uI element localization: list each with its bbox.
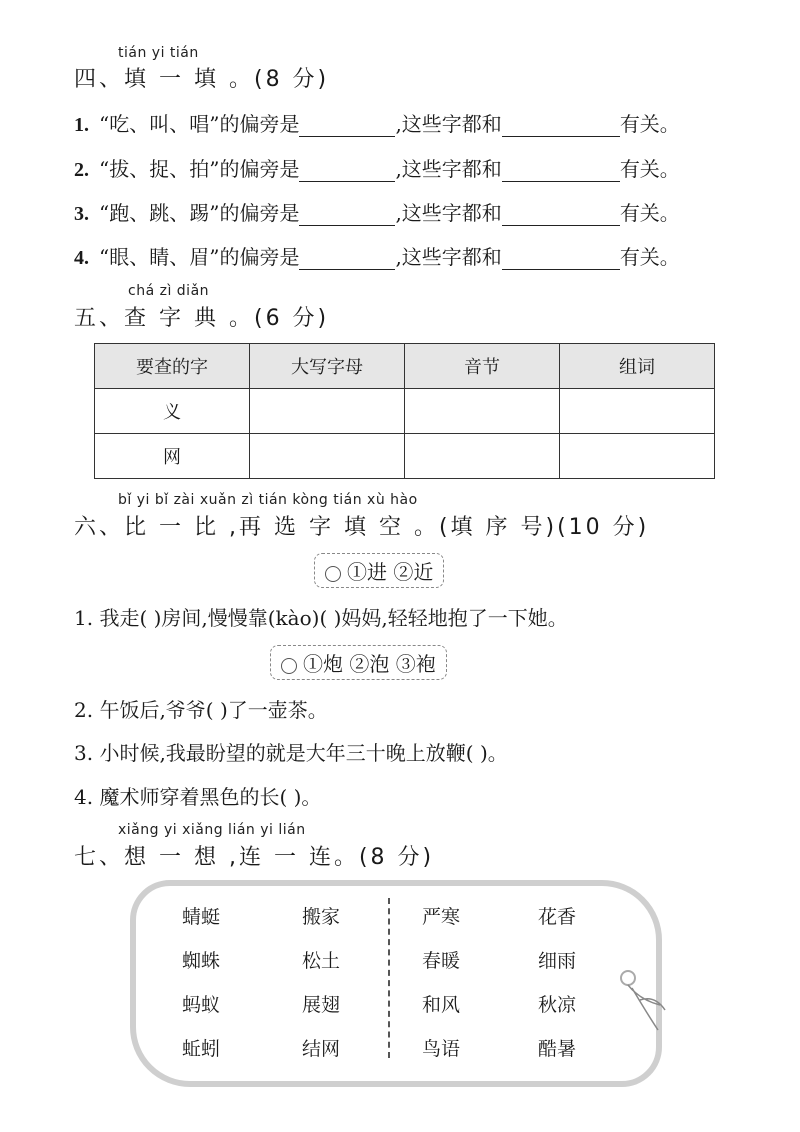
lightbulb-icon <box>281 658 297 674</box>
match-word[interactable]: 严寒 <box>422 906 461 928</box>
answer-cell[interactable] <box>250 389 405 434</box>
dictionary-table <box>94 343 715 479</box>
options-text: ①炮 ②泡 ③袍 <box>303 652 436 676</box>
match-word[interactable]: 松土 <box>302 950 341 972</box>
match-word[interactable]: 鸟语 <box>422 1038 461 1060</box>
answer-blank[interactable] <box>299 247 395 270</box>
section6-pinyin: bǐ yi bǐ zài xuǎn zì tián kòng tián xù hào <box>118 492 418 508</box>
answer-cell[interactable] <box>560 434 715 479</box>
item-suffix: 有关。 <box>619 157 680 181</box>
match-word[interactable]: 蜘蛛 <box>182 950 221 972</box>
section6-title: 六、比 一 比 ,再 选 字 填 空 。(填 序 号)(10 分) <box>74 515 650 540</box>
answer-blank[interactable] <box>502 114 620 137</box>
matching-card <box>130 880 670 1080</box>
question-1: 1. 我走( )房间,慢慢靠(kào)( )妈妈,轻轻地抱了一下她。 <box>74 606 568 630</box>
match-word[interactable]: 秋凉 <box>538 994 577 1016</box>
item-middle: ,这些字都和 <box>395 245 502 269</box>
tag-string-icon <box>610 960 670 1040</box>
match-word[interactable]: 蚂蚁 <box>182 994 221 1016</box>
section4-pinyin: tián yi tián <box>118 45 199 61</box>
item-prefix: “拔、捉、拍”的偏旁是 <box>99 157 300 181</box>
fill-item-2 <box>74 153 680 182</box>
table-row <box>95 389 715 434</box>
match-word[interactable]: 搬家 <box>302 906 341 928</box>
match-word[interactable]: 花香 <box>538 906 577 928</box>
dashed-divider <box>388 898 390 1058</box>
item-middle: ,这些字都和 <box>395 201 502 225</box>
options-box-2 <box>270 645 447 680</box>
item-suffix: 有关。 <box>619 201 680 225</box>
options-box-1 <box>314 553 444 588</box>
section4-title: 四、填 一 填 。(8 分) <box>74 67 330 92</box>
match-word[interactable]: 结网 <box>302 1038 341 1060</box>
item-number: 1. <box>74 114 89 136</box>
answer-cell[interactable] <box>250 434 405 479</box>
table-header-cell: 大写字母 <box>250 344 405 389</box>
answer-blank[interactable] <box>502 159 620 182</box>
item-number: 3. <box>74 203 89 225</box>
question-2: 2. 午饭后,爷爷( )了一壶茶。 <box>74 698 328 722</box>
item-number: 4. <box>74 247 89 269</box>
answer-blank[interactable] <box>502 247 620 270</box>
item-middle: ,这些字都和 <box>395 112 502 136</box>
item-middle: ,这些字都和 <box>395 157 502 181</box>
table-header-cell: 音节 <box>405 344 560 389</box>
lightbulb-icon <box>325 566 341 582</box>
section5-pinyin: chá zì diǎn <box>128 283 210 299</box>
item-suffix: 有关。 <box>619 245 680 269</box>
match-word[interactable]: 蜻蜓 <box>182 906 221 928</box>
item-prefix: “眼、睛、眉”的偏旁是 <box>99 245 300 269</box>
match-word[interactable]: 和风 <box>422 994 461 1016</box>
section7-title: 七、想 一 想 ,连 一 连。(8 分) <box>74 845 435 870</box>
answer-blank[interactable] <box>299 159 395 182</box>
table-row <box>95 434 715 479</box>
lookup-character: 义 <box>95 389 250 434</box>
section5-title: 五、查 字 典 。(6 分) <box>74 306 330 331</box>
table-header-row <box>95 344 715 389</box>
table-header-cell: 组词 <box>560 344 715 389</box>
table-header-cell: 要查的字 <box>95 344 250 389</box>
fill-item-1 <box>74 108 680 137</box>
match-word[interactable]: 酷暑 <box>538 1038 577 1060</box>
section7-pinyin: xiǎng yi xiǎng lián yi lián <box>118 822 306 838</box>
question-4: 4. 魔术师穿着黑色的长( )。 <box>74 785 322 809</box>
fill-item-4 <box>74 241 680 270</box>
answer-blank[interactable] <box>502 203 620 226</box>
fill-item-3 <box>74 197 680 226</box>
match-word[interactable]: 细雨 <box>538 950 577 972</box>
item-suffix: 有关。 <box>619 112 680 136</box>
answer-cell[interactable] <box>405 389 560 434</box>
match-word[interactable]: 春暖 <box>422 950 461 972</box>
item-prefix: “吃、叫、唱”的偏旁是 <box>99 112 300 136</box>
answer-cell[interactable] <box>405 434 560 479</box>
options-text: ①进 ②近 <box>347 560 434 584</box>
match-word[interactable]: 展翅 <box>302 994 341 1016</box>
answer-cell[interactable] <box>560 389 715 434</box>
answer-blank[interactable] <box>299 114 395 137</box>
item-number: 2. <box>74 159 89 181</box>
lookup-character: 网 <box>95 434 250 479</box>
answer-blank[interactable] <box>299 203 395 226</box>
item-prefix: “跑、跳、踢”的偏旁是 <box>99 201 300 225</box>
match-word[interactable]: 蚯蚓 <box>182 1038 221 1060</box>
question-3: 3. 小时候,我最盼望的就是大年三十晚上放鞭( )。 <box>74 741 508 765</box>
